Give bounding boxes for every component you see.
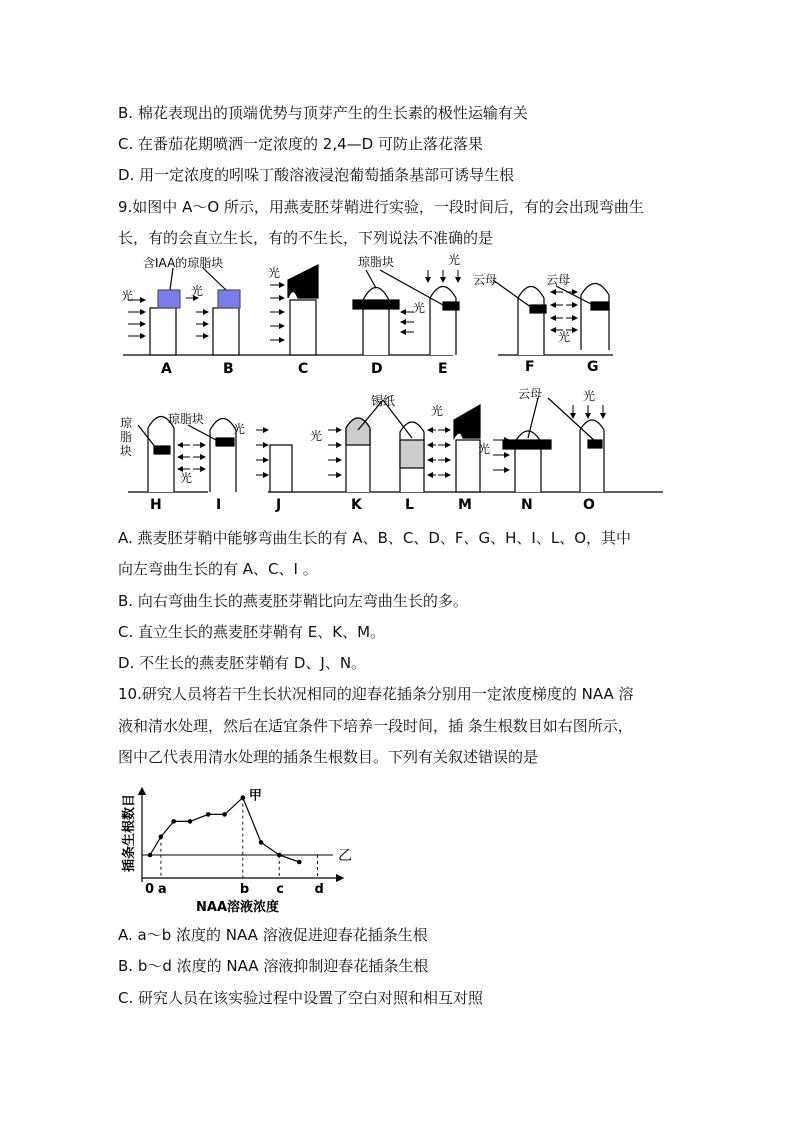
label-h: H bbox=[150, 497, 162, 513]
label-d: D bbox=[371, 361, 383, 377]
peak-label-jia: 甲 bbox=[248, 788, 262, 804]
label-c: C bbox=[298, 361, 309, 377]
tin-foil-label: 锡纸 bbox=[371, 394, 396, 408]
agar-char: 块 bbox=[120, 444, 133, 458]
mica-label: 云母 bbox=[546, 273, 571, 287]
question-9-line1: 9.如图中 A～O 所示，用燕麦胚芽鞘进行实验，一段时间后，有的会出现弯曲生 bbox=[118, 198, 644, 216]
data-point bbox=[188, 819, 193, 824]
question-9-line2: 长，有的会直立生长，有的不生长，下列说法不准确的是 bbox=[118, 229, 494, 247]
naa-rooting-chart bbox=[118, 780, 368, 920]
x-tick-b: b bbox=[239, 882, 250, 897]
option-a-q9-line2: 向左弯曲生长的有 A、C、I 。 bbox=[118, 560, 318, 578]
light-label: 光 bbox=[191, 284, 204, 298]
label-k: K bbox=[351, 497, 362, 513]
question-10-line3: 图中乙代表用清水处理的插条生根数目。下列有关叙述错误的是 bbox=[118, 748, 539, 766]
iaa-block-label: 含IAA的琼脂块 bbox=[143, 256, 224, 270]
data-point bbox=[277, 853, 282, 858]
option-c-q9: C. 直立生长的燕麦胚芽鞘有 E、K、M。 bbox=[118, 623, 386, 641]
x-tick-c: c bbox=[276, 882, 284, 897]
series-line bbox=[150, 798, 299, 862]
data-point bbox=[297, 860, 302, 865]
light-label: 光 bbox=[121, 289, 134, 303]
data-point bbox=[259, 840, 264, 845]
light-label: 光 bbox=[478, 442, 491, 456]
agar-char: 脂 bbox=[120, 430, 133, 444]
option-c-q8: C. 在番茄花期喷洒一定浓度的 2,4—D 可防止落花落果 bbox=[118, 135, 483, 153]
label-o: O bbox=[583, 497, 595, 513]
question-10-line2: 液和清水处理，然后在适宜条件下培养一段时间，插 条生根数目如右图所示， bbox=[118, 717, 633, 735]
x-tick-d: d bbox=[314, 882, 324, 897]
x-tick-a: a bbox=[157, 882, 167, 897]
question-10-line1: 10.研究人员将若干生长状况相同的迎春花插条分别用一定浓度梯度的 NAA 溶 bbox=[118, 685, 634, 703]
option-b-q8: B. 棉花表现出的顶端优势与顶芽产生的生长素的极性运输有关 bbox=[118, 104, 528, 122]
y-axis-label: 插条生根数目 bbox=[122, 793, 137, 872]
option-a-q9-line1: A. 燕麦胚芽鞘中能够弯曲生长的有 A、B、C、D、F、G、H、I、L、O，其中 bbox=[118, 529, 631, 547]
agar-block-label: 琼脂块 bbox=[168, 412, 205, 426]
mica-label: 云母 bbox=[473, 273, 498, 287]
coleoptile-figure bbox=[118, 250, 678, 520]
label-f: F bbox=[525, 359, 535, 375]
data-point bbox=[206, 812, 211, 817]
light-label: 光 bbox=[558, 330, 571, 344]
option-d-q9: D. 不生长的燕麦胚芽鞘有 D、J、N。 bbox=[118, 654, 367, 672]
light-label: 光 bbox=[180, 471, 193, 485]
option-b-q10: B. b～d 浓度的 NAA 溶液抑制迎春花插条生根 bbox=[118, 957, 429, 975]
light-label: 光 bbox=[413, 301, 426, 315]
option-b-q9: B. 向右弯曲生长的燕麦胚芽鞘比向左弯曲生长的多。 bbox=[118, 592, 468, 610]
data-point bbox=[222, 812, 227, 817]
label-b: B bbox=[223, 361, 234, 377]
data-point bbox=[159, 835, 164, 840]
light-label: 光 bbox=[233, 422, 246, 436]
label-g: G bbox=[587, 359, 599, 375]
label-j: J bbox=[276, 497, 282, 513]
x-tick-0: 0 bbox=[145, 882, 155, 897]
x-axis-label: NAA溶液浓度 bbox=[196, 900, 280, 915]
light-label: 光 bbox=[583, 389, 596, 403]
agar-block-label: 琼脂块 bbox=[358, 255, 395, 269]
data-point bbox=[148, 853, 153, 858]
option-c-q10: C. 研究人员在该实验过程中设置了空白对照和相互对照 bbox=[118, 989, 484, 1007]
label-n: N bbox=[521, 497, 533, 513]
option-a-q10: A. a～b 浓度的 NAA 溶液促进迎春花插条生根 bbox=[118, 926, 428, 944]
label-e: E bbox=[438, 361, 448, 377]
label-m: M bbox=[458, 497, 472, 513]
label-a: A bbox=[161, 361, 172, 377]
data-point bbox=[171, 819, 176, 824]
mica-label: 云母 bbox=[518, 387, 543, 401]
data-point bbox=[241, 795, 246, 800]
option-d-q8: D. 用一定浓度的吲哚丁酸溶液浸泡葡萄插条基部可诱导生根 bbox=[118, 166, 515, 184]
light-label: 光 bbox=[431, 404, 444, 418]
label-l: L bbox=[405, 497, 414, 513]
agar-char: 琼 bbox=[120, 416, 133, 430]
light-label: 光 bbox=[310, 429, 323, 443]
label-i: I bbox=[216, 497, 222, 513]
light-label: 光 bbox=[268, 266, 281, 280]
light-label: 光 bbox=[448, 253, 461, 267]
control-label-yi: 乙 bbox=[338, 848, 352, 864]
